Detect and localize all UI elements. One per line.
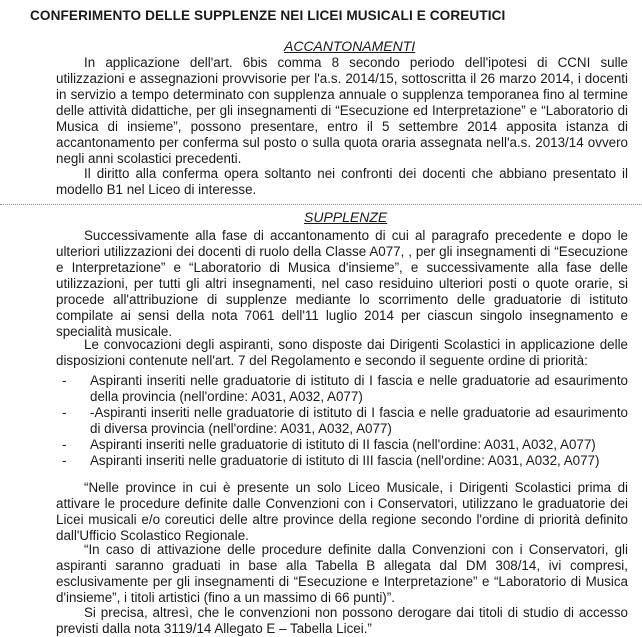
priority-item (56, 453, 628, 469)
list-dash: - (62, 453, 67, 468)
document-title: CONFERIMENTO DELLE SUPPLENZE NEI LICEI MUSICALI E COREUTICI (30, 8, 506, 23)
list-dash: - (62, 373, 67, 388)
priority-item (56, 437, 628, 453)
supplenze-paragraph-5: Si precisa, altresì, che le convenzioni non possono derogare dai titoli di studio di accesso previsti dalla nota 3119/14 Allegato E – Tabella Licei.” (56, 605, 628, 636)
accantonamenti-paragraph-2: Il diritto alla conferma opera soltanto nei confronti dei docenti che abbiano presentato il modello B1 nel Liceo di interesse. (56, 166, 628, 197)
section-heading-supplenze: SUPPLENZE (304, 209, 388, 225)
priority-text: Aspiranti inseriti nelle graduatorie di istituto di I fascia e nelle graduatorie ad esaurimento della provincia (nell'ordine: A031, A032, A077) (90, 373, 628, 404)
supplenze-paragraph-2: Le convocazioni degli aspiranti, sono disposte dai Dirigenti Scolastici in applicazione delle disposizioni contenute nell'art. 7 del Regolamento e secondo il seguente ordine di priorità: (56, 337, 628, 368)
list-dash: - (62, 437, 67, 452)
priority-item (56, 405, 628, 437)
priority-text: -Aspiranti inseriti nelle graduatorie di istituto di I fascia e nelle graduatorie ad esaurimento di diversa provincia (nell'ordine: A031, A032, A077) (90, 405, 628, 436)
page-break-divider (0, 204, 642, 205)
accantonamenti-paragraph-1: In applicazione dell'art. 6bis comma 8 secondo periodo dell'ipotesi di CCNI sulle utilizzazioni e assegnazioni provvisorie per l'a.s. 2014/15, sottoscritta il 26 marzo 2014, i docenti in servizio a tempo determinato con supplenza annuale o supplenza temporanea fino al termine delle attività didattiche, per gli insegnamenti di “Esecuzione ed Interpretazione” e “Laboratorio di Musica di insieme”, possono presentare, entro il 5 settembre 2014 apposita istanza di accantonamento per conferma sul posto o sulla quota oraria assegnata nell'a.s. 2013/14 ovvero negli anni scolastici precedenti. (56, 55, 628, 166)
supplenze-paragraph-1: Successivamente alla fase di accantonamento di cui al paragrafo precedente e dopo le ulteriori utilizzazioni dei docenti di ruolo della Classe A077, , per gli insegnamenti di “Esecuzione e Interpretazione” e “Laboratorio di Musica d'insieme”, e successivamente alla fase delle utilizzazioni, per tutti gli altri insegnamenti, nel caso residuino ulteriori posti o quote orarie, si procede all'attribuzione di supplenze mediante lo scorrimento delle graduatorie di istituto compilate ai sensi della nota 7061 dell'11 luglio 2014 per ciascun singolo insegnamento e specialità musicale. (56, 228, 628, 339)
priority-item (56, 373, 628, 405)
supplenze-paragraph-4: “In caso di attivazione delle procedure definite dalla Convenzioni con i Conservatori, gli aspiranti saranno graduati in base alla Tabella B allegata dal DM 308/14, ivi compresi, esclusivamente per gli insegnamenti di “Esecuzione e Interpretazione” e “Laboratorio di Musica d'insieme”, i titoli artistici (fino a un massimo di 66 punti)”. (56, 542, 628, 605)
section-heading-accantonamenti: ACCANTONAMENTI (284, 38, 416, 54)
priority-text: Aspiranti inseriti nelle graduatorie di istituto di III fascia (nell'ordine: A031, A032, A077) (90, 453, 600, 468)
list-dash: - (62, 405, 67, 420)
priority-text: Aspiranti inseriti nelle graduatorie di istituto di II fascia (nell'ordine: A031, A032, A077) (90, 437, 596, 452)
priority-list (56, 373, 628, 469)
supplenze-paragraph-3: “Nelle province in cui è presente un solo Liceo Musicale, i Dirigenti Scolastici prima di attivare le procedure definite dalle Convenzioni con i Conservatori, utilizzano le graduatorie dei Licei musicali e/o coreutici delle altre province della regione secondo l'ordine di priorità definito dall'Ufficio Scolastico Regionale. (56, 480, 628, 543)
